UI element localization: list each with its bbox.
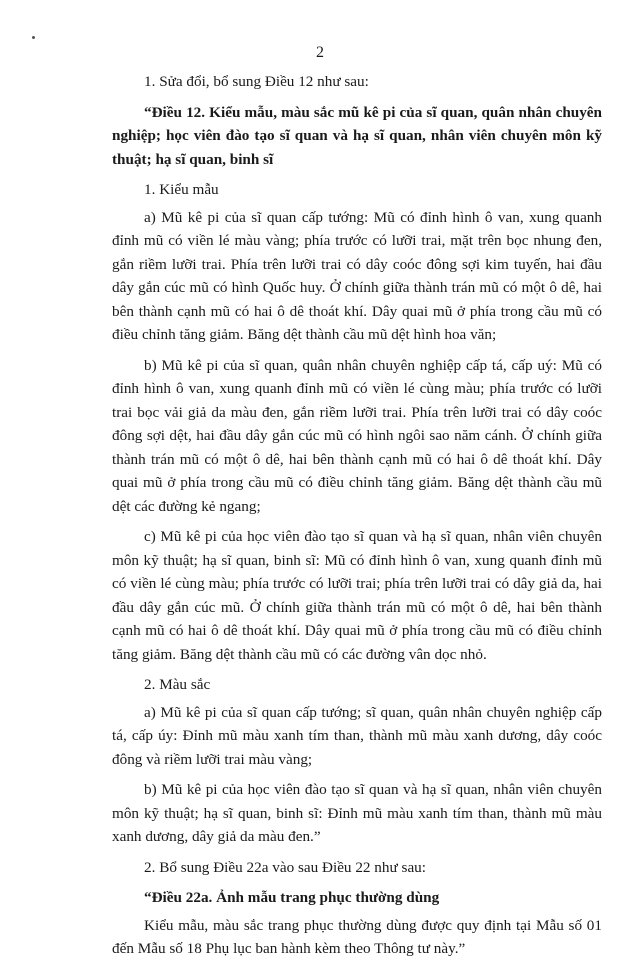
paragraph-item-b-color: b) Mũ kê pi của học viên đào tạo sĩ quan và hạ sĩ quan, nhân viên chuyên môn kỹ thuật; hạ sĩ quan, binh sĩ: Đỉnh mũ màu xanh tím than, thành mũ màu xanh dương, dây giả da màu đen.” <box>112 781 602 845</box>
paragraph-article-22a-body: Kiểu mẫu, màu sắc trang phục thường dùng được quy định tại Mẫu số 01 đến Mẫu số 18 Phụ lục ban hành kèm theo Thông tư này.” <box>112 916 602 957</box>
section-heading-color: 2. Màu sắc <box>144 676 211 693</box>
page-number: 2 <box>316 44 324 61</box>
section-heading-style: 1. Kiểu mẫu <box>144 181 219 198</box>
paragraph-item-c-style: c) Mũ kê pi của học viên đào tạo sĩ quan và hạ sĩ quan, nhân viên chuyên môn kỹ thuật; hạ sĩ quan, binh sĩ: Mũ có đỉnh hình ô van, xung quanh đỉnh mũ có viền lé cùng màu; phía trước có lưỡi trai; phía trên lưỡi trai có dây giả da, hai đầu dây gắn cúc mũ. Ở chính giữa thành trán mũ có một ô dê, hai bên thành cạnh mũ có hai ô dê thoát khí. Dây quai mũ ở phía trong cầu mũ có điều chỉnh tăng giảm. Băng dệt thành cầu mũ có các đường vân dọc nhỏ. <box>112 528 602 663</box>
paragraph-item-a-color: a) Mũ kê pi của sĩ quan cấp tướng; sĩ quan, quân nhân chuyên nghiệp cấp tá, cấp úy: Đỉnh mũ màu xanh tím than, thành mũ màu xanh dương, dây coóc đông và riềm lưỡi trai màu vàng; <box>112 703 602 768</box>
heading-article-22a: “Điều 22a. Ảnh mẫu trang phục thường dùng <box>144 889 440 906</box>
paragraph-amend-article-12: 1. Sửa đổi, bổ sung Điều 12 như sau: <box>144 73 369 90</box>
paragraph-item-a-style: a) Mũ kê pi của sĩ quan cấp tướng: Mũ có đỉnh hình ô van, xung quanh đỉnh mũ có viền lé màu vàng; phía trước có lưỡi trai, mặt trên bọc nhung đen, gắn riềm lưỡi trai. Phía trên lưỡi trai có dây coóc đông sợi kim tuyến, hai đầu dây gắn cúc mũ có hình Quốc huy. Ở chính giữa thành trán mũ có một ô dê, hai bên thành cạnh mũ có hai ô dê thoát khí. Dây quai mũ ở phía trong cầu mũ có điều chỉnh tăng giảm. Băng dệt thành cầu mũ dệt hình hoa văn; <box>112 208 602 343</box>
paragraph-item-b-style: b) Mũ kê pi của sĩ quan, quân nhân chuyên nghiệp cấp tá, cấp uý: Mũ có đỉnh hình ô van, xung quanh đỉnh mũ có viền lé cùng màu; phía trước có lưỡi trai bọc vải giả da màu đen, gắn riềm lưỡi trai. Phía trên lưỡi trai có dây coóc đông sợi dệt, hai đầu dây gắn cúc mũ có hình ngôi sao năm cánh. Ở chính giữa thành trán mũ có một ô dê, hai bên thành cạnh mũ có hai ô dê thoát khí. Dây quai mũ ở phía trong cầu mũ có điều chỉnh tăng giảm. Băng dệt thành cầu mũ dệt các đường kẻ ngang; <box>112 356 602 515</box>
paragraph-add-article-22a: 2. Bổ sung Điều 22a vào sau Điều 22 như sau: <box>144 858 426 876</box>
document-body <box>112 70 602 968</box>
scan-speck <box>32 36 35 39</box>
heading-article-12: “Điều 12. Kiểu mẫu, màu sắc mũ kê pi của sĩ quan, quân nhân chuyên nghiệp; học viên đào tạo sĩ quan và hạ sĩ quan, nhân viên chuyên môn kỹ thuật; hạ sĩ quan, binh sĩ <box>112 103 602 168</box>
